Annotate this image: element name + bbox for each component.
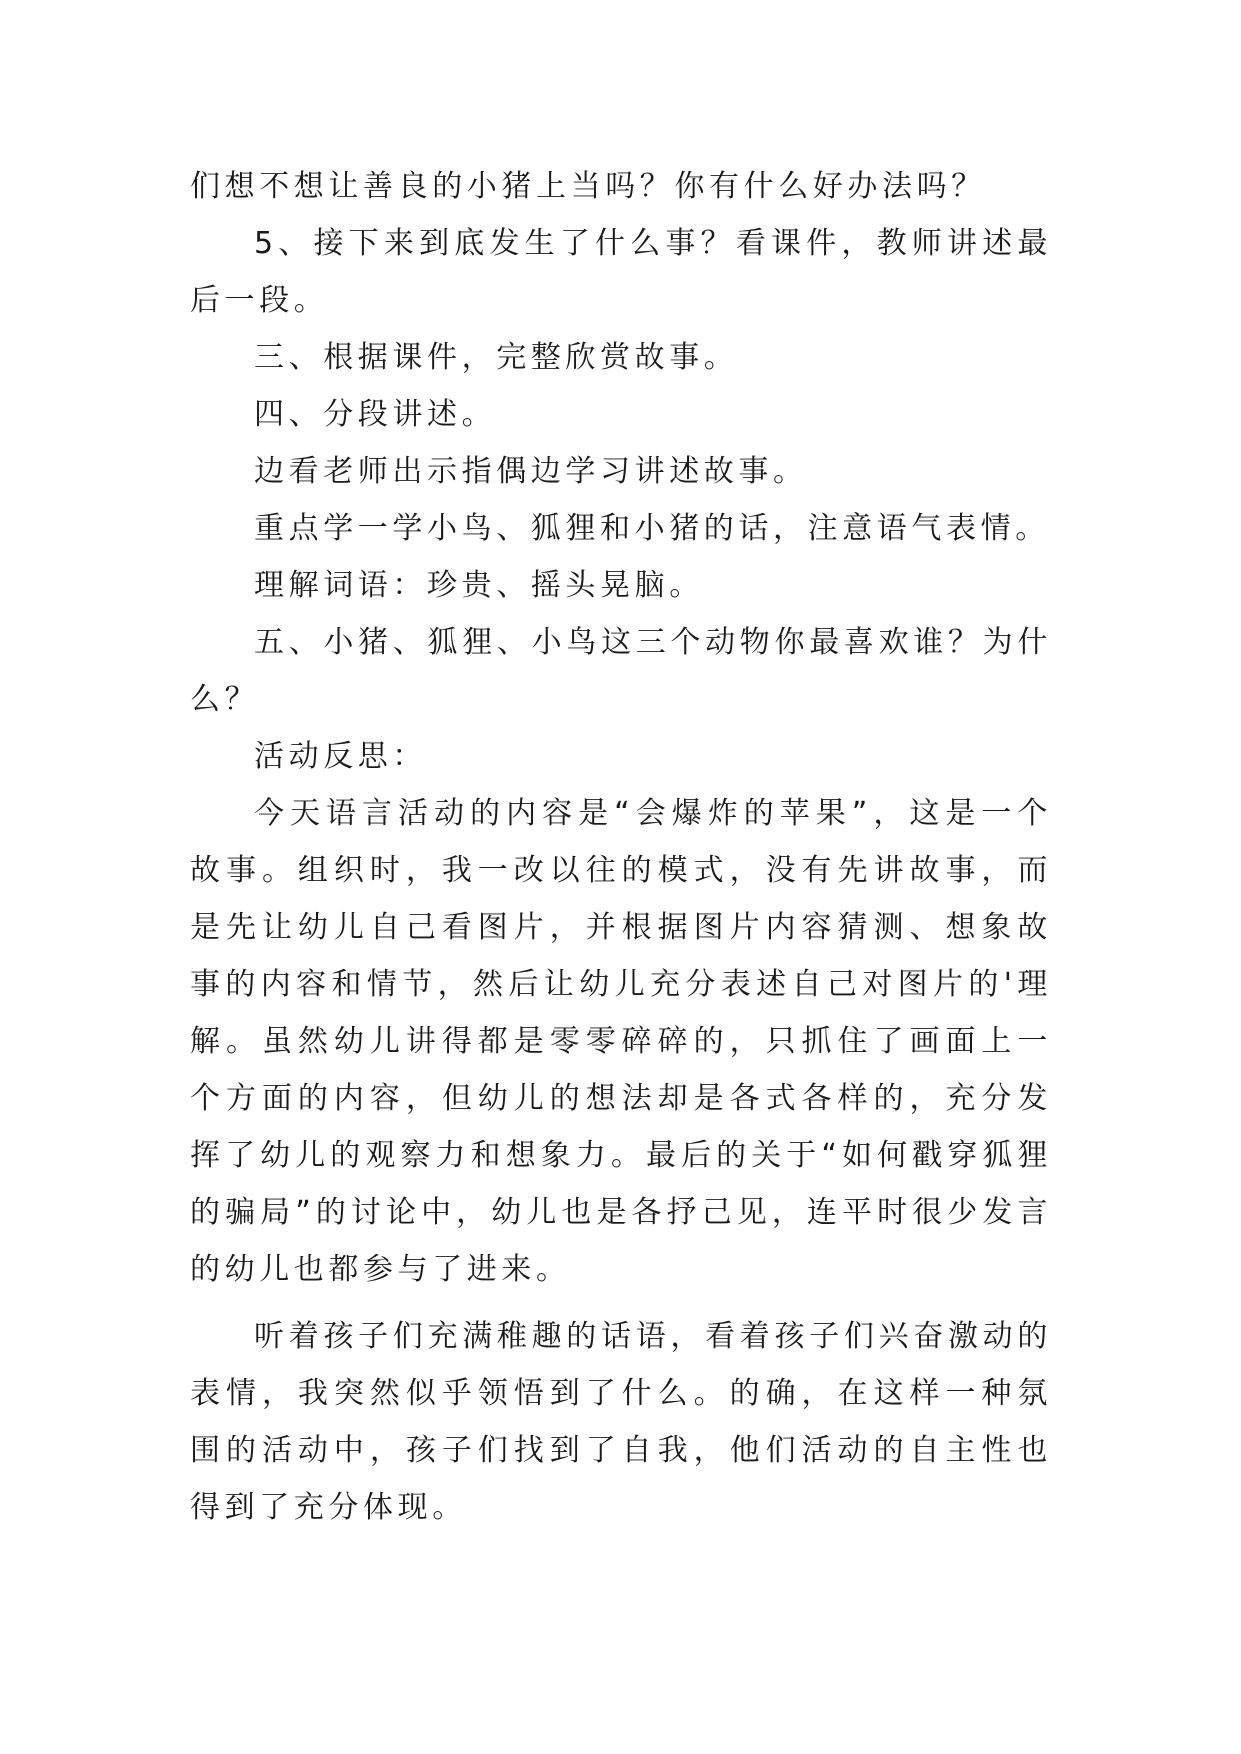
paragraph-section-5: 五、小猪、狐狸、小鸟这三个动物你最喜欢谁？为什么？	[190, 625, 1052, 717]
paragraph-section-3: 三、根据课件，完整欣赏故事。	[254, 340, 739, 375]
paragraph-reflection-conclusion: 听着孩子们充满稚趣的话语，看着孩子们兴奋激动的表情，我突然似乎领悟到了什么。的确，在这样一种氛围的活动中，孩子们找到了自我，他们活动的自主性也得到了充分体现。	[190, 1319, 1052, 1525]
paragraph-reflection-body: 今天语言活动的内容是“会爆炸的苹果”，这是一个故事。组织时，我一改以往的模式，没有先讲故事，而是先让幼儿自己看图片，并根据图片内容猜测、想象故事的内容和情节，然后让幼儿充分表述自己对图片的'理解。虽然幼儿讲得都是零零碎碎的，只抓住了画面上一个方面的内容，但幼儿的想法却是各式各样的，充分发挥了幼儿的观察力和想象力。最后的关于“如何戳穿狐狸的骗局”的讨论中，幼儿也是各抒己见，连平时很少发言的幼儿也都参与了进来。	[190, 796, 1052, 1287]
paragraph-finger-puppet: 边看老师出示指偶边学习讲述故事。	[254, 454, 808, 489]
paragraph-key-learning: 重点学一学小鸟、狐狸和小猪的话，注意语气表情。	[254, 511, 1050, 546]
document-body	[190, 158, 1052, 1536]
paragraph-section-4: 四、分段讲述。	[254, 397, 497, 432]
paragraph-reflection-heading: 活动反思：	[254, 739, 427, 774]
paragraph-step-5: 5、接下来到底发生了什么事？看课件，教师讲述最后一段。	[190, 226, 1052, 318]
paragraph-vocabulary: 理解词语：珍贵、摇头晃脑。	[254, 568, 704, 603]
paragraph-continuation: 们想不想让善良的小猪上当吗？你有什么好办法吗？	[190, 169, 986, 204]
